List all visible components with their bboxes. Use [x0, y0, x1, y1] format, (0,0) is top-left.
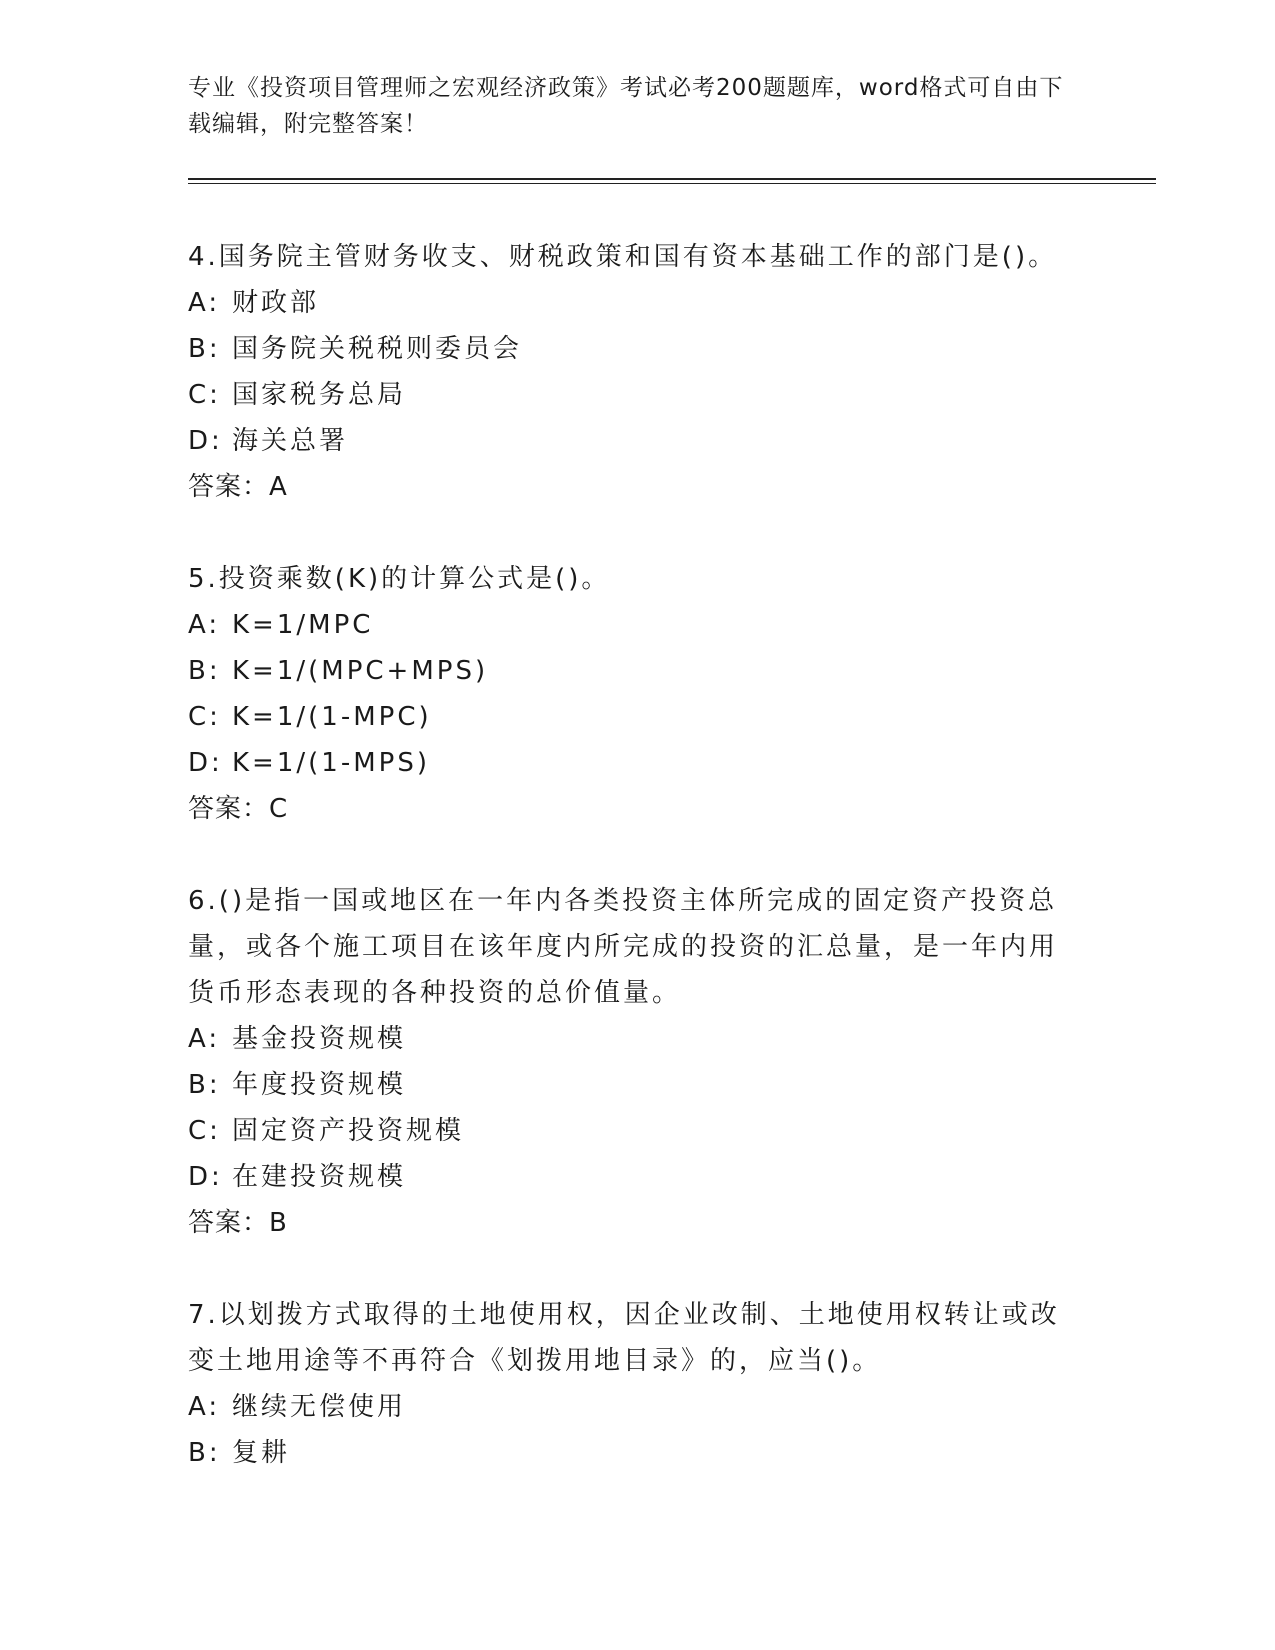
option-label: C: [188, 1116, 221, 1146]
option-label: A: [188, 288, 221, 318]
option-label: A: [188, 1392, 221, 1422]
option-a [188, 602, 1068, 648]
option-text: 国务院关税税则委员会 [232, 334, 523, 364]
question-5 [188, 556, 1068, 832]
option-label: C: [188, 702, 221, 732]
option-label: D: [188, 748, 223, 778]
option-text: 在建投资规模 [232, 1162, 407, 1192]
option-d [188, 1154, 1068, 1200]
question-text: 7.以划拨方式取得的土地使用权，因企业改制、土地使用权转让或改变土地用途等不再符合《划拨用地目录》的，应当()。 [188, 1300, 1060, 1376]
question-7 [188, 1292, 1068, 1476]
option-text: K=1/(MPC+MPS) [232, 656, 489, 686]
option-text: K=1/(1-MPS) [232, 748, 430, 778]
option-label: C: [188, 380, 221, 410]
header-rule-thin [188, 183, 1156, 184]
option-a [188, 1384, 1068, 1430]
option-d [188, 740, 1068, 786]
option-d [188, 418, 1068, 464]
option-b [188, 326, 1068, 372]
option-text: 国家税务总局 [232, 380, 407, 410]
option-text: 年度投资规模 [232, 1070, 407, 1100]
option-text: K=1/(1-MPC) [232, 702, 432, 732]
answer-line: 答案：B [188, 1208, 288, 1238]
option-b [188, 648, 1068, 694]
option-c [188, 1108, 1068, 1154]
answer-line: 答案：C [188, 794, 289, 824]
option-b [188, 1062, 1068, 1108]
option-label: B: [188, 1438, 221, 1468]
option-text: 继续无偿使用 [232, 1392, 407, 1422]
option-label: B: [188, 1070, 221, 1100]
document-intro: 专业《投资项目管理师之宏观经济政策》考试必考200题题库，word格式可自由下载编辑，附完整答案！ [188, 75, 1064, 137]
option-c [188, 694, 1068, 740]
header-rule-thick [188, 178, 1156, 180]
option-text: 海关总署 [232, 426, 349, 456]
option-text: 基金投资规模 [232, 1024, 407, 1054]
option-a [188, 1016, 1068, 1062]
option-label: B: [188, 334, 221, 364]
option-text: K=1/MPC [232, 610, 374, 640]
option-text: 固定资产投资规模 [232, 1116, 465, 1146]
option-label: B: [188, 656, 221, 686]
option-label: D: [188, 426, 223, 456]
question-6 [188, 878, 1068, 1246]
option-c [188, 372, 1068, 418]
answer-line: 答案：A [188, 472, 288, 502]
question-4 [188, 234, 1068, 510]
question-text: 4.国务院主管财务收支、财税政策和国有资本基础工作的部门是()。 [188, 242, 1058, 272]
option-a [188, 280, 1068, 326]
question-text: 6.()是指一国或地区在一年内各类投资主体所完成的固定资产投资总量，或各个施工项目在该年度内所完成的投资的汇总量，是一年内用货币形态表现的各种投资的总价值量。 [188, 886, 1059, 1008]
option-label: A: [188, 610, 221, 640]
question-text: 5.投资乘数(K)的计算公式是()。 [188, 564, 611, 594]
option-label: D: [188, 1162, 223, 1192]
question-list [188, 234, 1068, 1522]
option-text: 复耕 [232, 1438, 291, 1468]
option-b [188, 1430, 1068, 1476]
option-label: A: [188, 1024, 221, 1054]
option-text: 财政部 [232, 288, 320, 318]
